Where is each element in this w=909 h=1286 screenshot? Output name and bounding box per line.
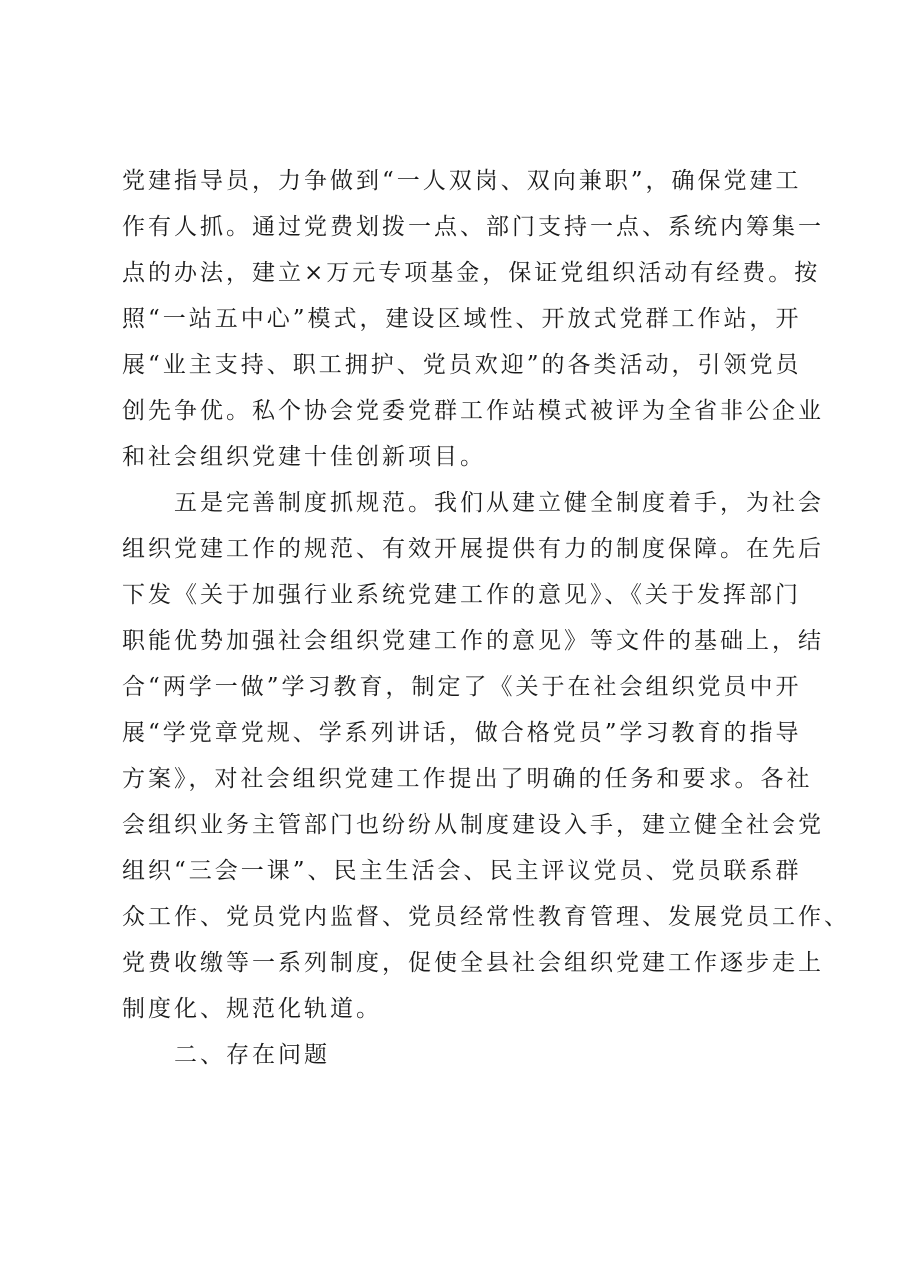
text-line: 展“业主支持、职工拥护、党员欢迎”的各类活动，引领党员 — [122, 352, 802, 378]
text-line: 下发《关于加强行业系统党建工作的意见》、《关于发挥部门 — [122, 582, 801, 608]
text-line: 会组织业务主管部门也纷纷从制度建设入手，建立健全社会党 — [122, 812, 824, 838]
paragraph-first-line: 五是完善制度抓规范。我们从建立健全制度着手，为社会 — [174, 490, 824, 516]
text-line: 创先争优。私个协会党委党群工作站模式被评为全省非公企业 — [122, 398, 824, 424]
document-body — [122, 158, 850, 1078]
text-line: 众工作、党员党内监督、党员经常性教育管理、发展党员工作、 — [122, 904, 850, 930]
text-line: 作有人抓。通过党费划拨一点、部门支持一点、系统内筹集一 — [122, 214, 824, 240]
text-line: 和社会组织党建十佳创新项目。 — [122, 444, 486, 470]
section-heading: 二、存在问题 — [174, 1042, 330, 1068]
text-line: 点的办法，建立×万元专项基金，保证党组织活动有经费。按 — [122, 260, 821, 286]
text-line: 党建指导员，力争做到“一人双岗、双向兼职”，确保党建工 — [122, 168, 802, 194]
text-line: 制度化、规范化轨道。 — [122, 996, 382, 1022]
text-line: 照“一站五中心”模式，建设区域性、开放式党群工作站，开 — [122, 306, 802, 332]
text-line: 组织党建工作的规范、有效开展提供有力的制度保障。在先后 — [122, 536, 824, 562]
text-line: 展“学党章党规、学系列讲话，做合格党员”学习教育的指导 — [122, 720, 802, 746]
text-line: 党费收缴等一系列制度，促使全县社会组织党建工作逐步走上 — [122, 950, 824, 976]
text-line: 职能优势加强社会组织党建工作的意见》等文件的基础上，结 — [122, 628, 824, 654]
text-line: 方案》，对社会组织党建工作提出了明确的任务和要求。各社 — [122, 766, 813, 792]
text-line: 组织“三会一课”、民主生活会、民主评议党员、党员联系群 — [122, 858, 802, 884]
text-line: 合“两学一做”学习教育，制定了《关于在社会组织党员中开 — [122, 674, 802, 700]
